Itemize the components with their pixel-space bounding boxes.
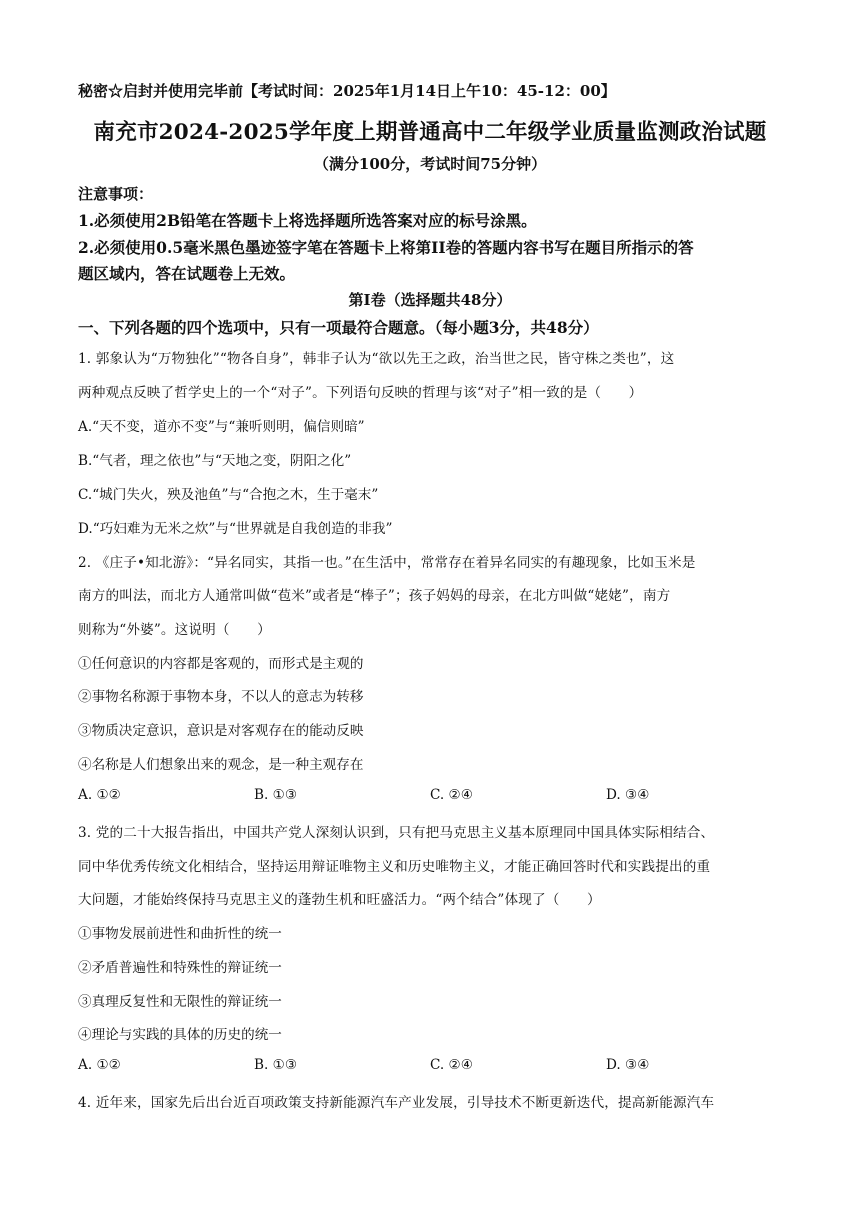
q3-choice-c: C. ②④	[430, 1057, 473, 1073]
exam-subtitle: （满分100分，考试时间75分钟）	[313, 155, 547, 173]
notice-item-1: 1.必须使用2B铅笔在答题卡上将选择题所选答案对应的标号涂黑。	[78, 211, 537, 230]
q2-stem-line-3: 则称为“外婆”。这说明（ ）	[78, 622, 271, 638]
q3-choice-a: A. ①②	[78, 1057, 121, 1073]
q1-stem-line-2: 两种观点反映了哲学史上的一个“对子”。下列语句反映的哲理与该“对子”相一致的是（ ）	[78, 385, 643, 401]
q2-choice-b: B. ①③	[254, 787, 298, 803]
q2-statement-3: ③物质决定意识，意识是对客观存在的能动反映	[78, 723, 364, 739]
q1-option-a: A.“天不变，道亦不变”与“兼听则明，偏信则暗”	[78, 419, 365, 435]
confidential-notice: 秘密☆启封并使用完毕前【考试时间：2025年1月14日上午10：45-12：00】	[78, 82, 616, 100]
q3-stem-line-2: 同中华优秀传统文化相结合，坚持运用辩证唯物主义和历史唯物主义，才能正确回答时代和实践提出的重	[78, 859, 711, 875]
section-heading: 一、下列各题的四个选项中，只有一项最符合题意。（每小题3分，共48分）	[78, 318, 599, 337]
section-title: 第I卷（选择题共48分）	[348, 291, 512, 309]
q2-choice-d: D. ③④	[606, 787, 650, 803]
q1-option-d: D.“巧妇难为无米之炊”与“世界就是自我创造的非我”	[78, 521, 393, 537]
notice-heading: 注意事项：	[78, 185, 154, 203]
q2-stem-line-2: 南方的叫法，而北方人通常叫做“苞米”或者是“棒子”；孩子妈妈的母亲，在北方叫做“姥姥”，南方	[78, 588, 671, 604]
q3-statement-4: ④理论与实践的具体的历史的统一	[78, 1027, 282, 1043]
q3-stem-line-3: 大问题，才能始终保持马克思主义的蓬勃生机和旺盛活力。“两个结合”体现了（ ）	[78, 892, 601, 908]
q2-stem-line-1: 2. 《庄子•知北游》：“异名同实，其指一也。”在生活中，常常存在着异名同实的有趣现象，比如玉米是	[78, 555, 696, 571]
q2-choice-c: C. ②④	[430, 787, 473, 803]
q3-statement-3: ③真理反复性和无限性的辩证统一	[78, 994, 282, 1010]
notice-item-2-line-1: 2.必须使用0.5毫米黑色墨迹签字笔在答题卡上将第II卷的答题内容书写在题目所指示的答	[78, 238, 694, 257]
q2-choice-a: A. ①②	[78, 787, 121, 803]
notice-item-2-line-2: 题区域内，答在试题卷上无效。	[78, 264, 296, 283]
exam-title: 南充市2024-2025学年度上期普通高中二年级学业质量监测政治试题	[93, 120, 767, 145]
q1-stem-line-1: 1. 郭象认为“万物独化”“物各自身”，韩非子认为“欲以先王之政，治当世之民，皆守株之类也”，这	[78, 351, 675, 367]
q4-stem-line-1: 4. 近年来，国家先后出台近百项政策支持新能源汽车产业发展，引导技术不断更新迭代，提高新能源汽车	[78, 1095, 715, 1111]
q3-choice-d: D. ③④	[606, 1057, 650, 1073]
q1-option-c: C.“城门失火，殃及池鱼”与“合抱之木，生于毫末”	[78, 487, 379, 503]
q3-statement-1: ①事物发展前进性和曲折性的统一	[78, 926, 282, 942]
q2-statement-4: ④名称是人们想象出来的观念，是一种主观存在	[78, 757, 364, 773]
q3-choice-b: B. ①③	[254, 1057, 298, 1073]
q3-statement-2: ②矛盾普遍性和特殊性的辩证统一	[78, 960, 282, 976]
q3-stem-line-1: 3. 党的二十大报告指出，中国共产党人深刻认识到，只有把马克思主义基本原理同中国具体实际相结合、	[78, 825, 715, 841]
q1-option-b: B.“气者，理之依也”与“天地之变，阴阳之化”	[78, 453, 352, 469]
q2-statement-1: ①任何意识的内容都是客观的，而形式是主观的	[78, 656, 364, 672]
q2-statement-2: ②事物名称源于事物本身，不以人的意志为转移	[78, 689, 364, 705]
